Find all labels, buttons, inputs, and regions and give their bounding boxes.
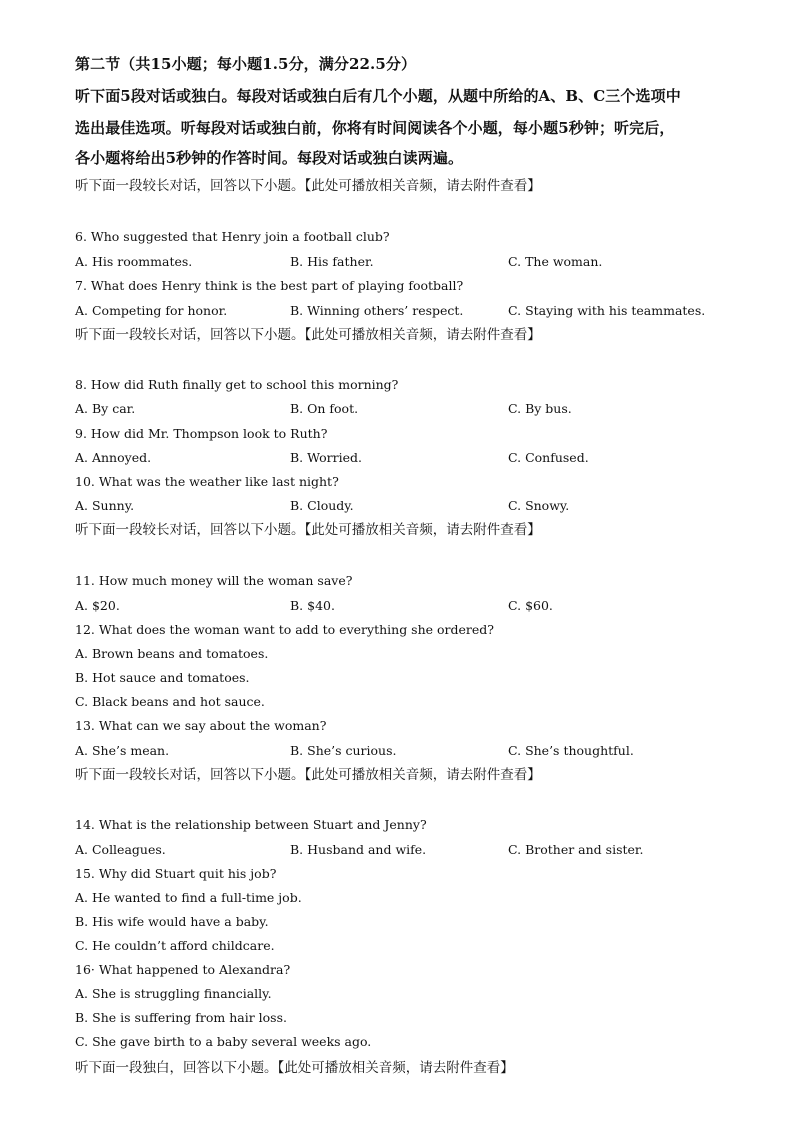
- question-6-stem: 6. Who suggested that Henry join a football club?: [75, 229, 390, 244]
- question-16-option-a: A. She is struggling financially.: [75, 986, 272, 1001]
- question-15-option-b: B. His wife would have a baby.: [75, 914, 269, 929]
- question-15-option-c: C. He couldn’t afford childcare.: [75, 938, 275, 953]
- question-14-option-a: A. Colleagues.: [75, 842, 166, 857]
- audio-note-dialog-2: 听下面一段较长对话，回答以下小题。【此处可播放相关音频，请去附件查看】: [75, 327, 541, 343]
- audio-note-monologue: 听下面一段独白，回答以下小题。【此处可播放相关音频，请去附件查看】: [75, 1060, 514, 1076]
- question-7-option-b: B. Winning others’ respect.: [290, 303, 464, 318]
- question-7-option-a: A. Competing for honor.: [75, 303, 228, 318]
- question-9-option-c: C. Confused.: [508, 450, 589, 465]
- question-12-stem: 12. What does the woman want to add to everything she ordered?: [75, 622, 494, 637]
- question-16-option-c: C. She gave birth to a baby several weeks ago.: [75, 1034, 372, 1049]
- question-10-option-b: B. Cloudy.: [290, 498, 354, 513]
- question-7-stem: 7. What does Henry think is the best part of playing football?: [75, 278, 464, 293]
- question-10-stem: 10. What was the weather like last night?: [75, 474, 339, 489]
- question-16-option-b: B. She is suffering from hair loss.: [75, 1010, 287, 1025]
- question-6-option-a: A. His roommates.: [75, 254, 193, 269]
- question-12-option-c: C. Black beans and hot sauce.: [75, 694, 265, 709]
- question-14-stem: 14. What is the relationship between Stuart and Jenny?: [75, 817, 427, 832]
- question-6-option-c: C. The woman.: [508, 254, 603, 269]
- question-8-stem: 8. How did Ruth finally get to school this morning?: [75, 377, 399, 392]
- audio-note-dialog-3: 听下面一段较长对话，回答以下小题。【此处可播放相关音频，请去附件查看】: [75, 522, 541, 538]
- question-9-stem: 9. How did Mr. Thompson look to Ruth?: [75, 426, 328, 441]
- question-8-option-b: B. On foot.: [290, 401, 359, 416]
- question-6-option-b: B. His father.: [290, 254, 374, 269]
- directions-line-3: 各小题将给出5秒钟的作答时间。每段对话或独白读两遍。: [75, 149, 464, 167]
- question-11-option-b: B. $40.: [290, 598, 335, 613]
- question-14-option-b: B. Husband and wife.: [290, 842, 427, 857]
- question-7-option-c: C. Staying with his teammates.: [508, 303, 706, 318]
- question-13-stem: 13. What can we say about the woman?: [75, 718, 327, 733]
- question-10-option-c: C. Snowy.: [508, 498, 570, 513]
- question-8-option-a: A. By car.: [75, 401, 136, 416]
- question-11-option-c: C. $60.: [508, 598, 553, 613]
- directions-line-2: 选出最佳选项。听每段对话或独白前，你将有时间阅读各个小题，每小题5秒钟；听完后，: [75, 119, 675, 137]
- question-11-stem: 11. How much money will the woman save?: [75, 573, 353, 588]
- question-14-option-c: C. Brother and sister.: [508, 842, 644, 857]
- directions-line-1: 听下面5段对话或独白。每段对话或独白后有几个小题，从题中所给的A、B、C三个选项中: [75, 87, 681, 105]
- question-13-option-c: C. She’s thoughtful.: [508, 743, 634, 758]
- question-12-option-b: B. Hot sauce and tomatoes.: [75, 670, 250, 685]
- question-15-option-a: A. He wanted to find a full-time job.: [75, 890, 302, 905]
- question-15-stem: 15. Why did Stuart quit his job?: [75, 866, 277, 881]
- question-13-option-a: A. She’s mean.: [75, 743, 170, 758]
- question-9-option-a: A. Annoyed.: [75, 450, 152, 465]
- section-title: 第二节（共15小题；每小题1.5分，满分22.5分）: [75, 55, 417, 73]
- question-10-option-a: A. Sunny.: [75, 498, 135, 513]
- question-9-option-b: B. Worried.: [290, 450, 362, 465]
- question-16-stem: 16· What happened to Alexandra?: [75, 962, 291, 977]
- question-11-option-a: A. $20.: [75, 598, 120, 613]
- audio-note-dialog-4: 听下面一段较长对话，回答以下小题。【此处可播放相关音频，请去附件查看】: [75, 767, 541, 783]
- question-12-option-a: A. Brown beans and tomatoes.: [75, 646, 269, 661]
- question-8-option-c: C. By bus.: [508, 401, 572, 416]
- audio-note-dialog-1: 听下面一段较长对话，回答以下小题。【此处可播放相关音频，请去附件查看】: [75, 178, 541, 194]
- question-13-option-b: B. She’s curious.: [290, 743, 397, 758]
